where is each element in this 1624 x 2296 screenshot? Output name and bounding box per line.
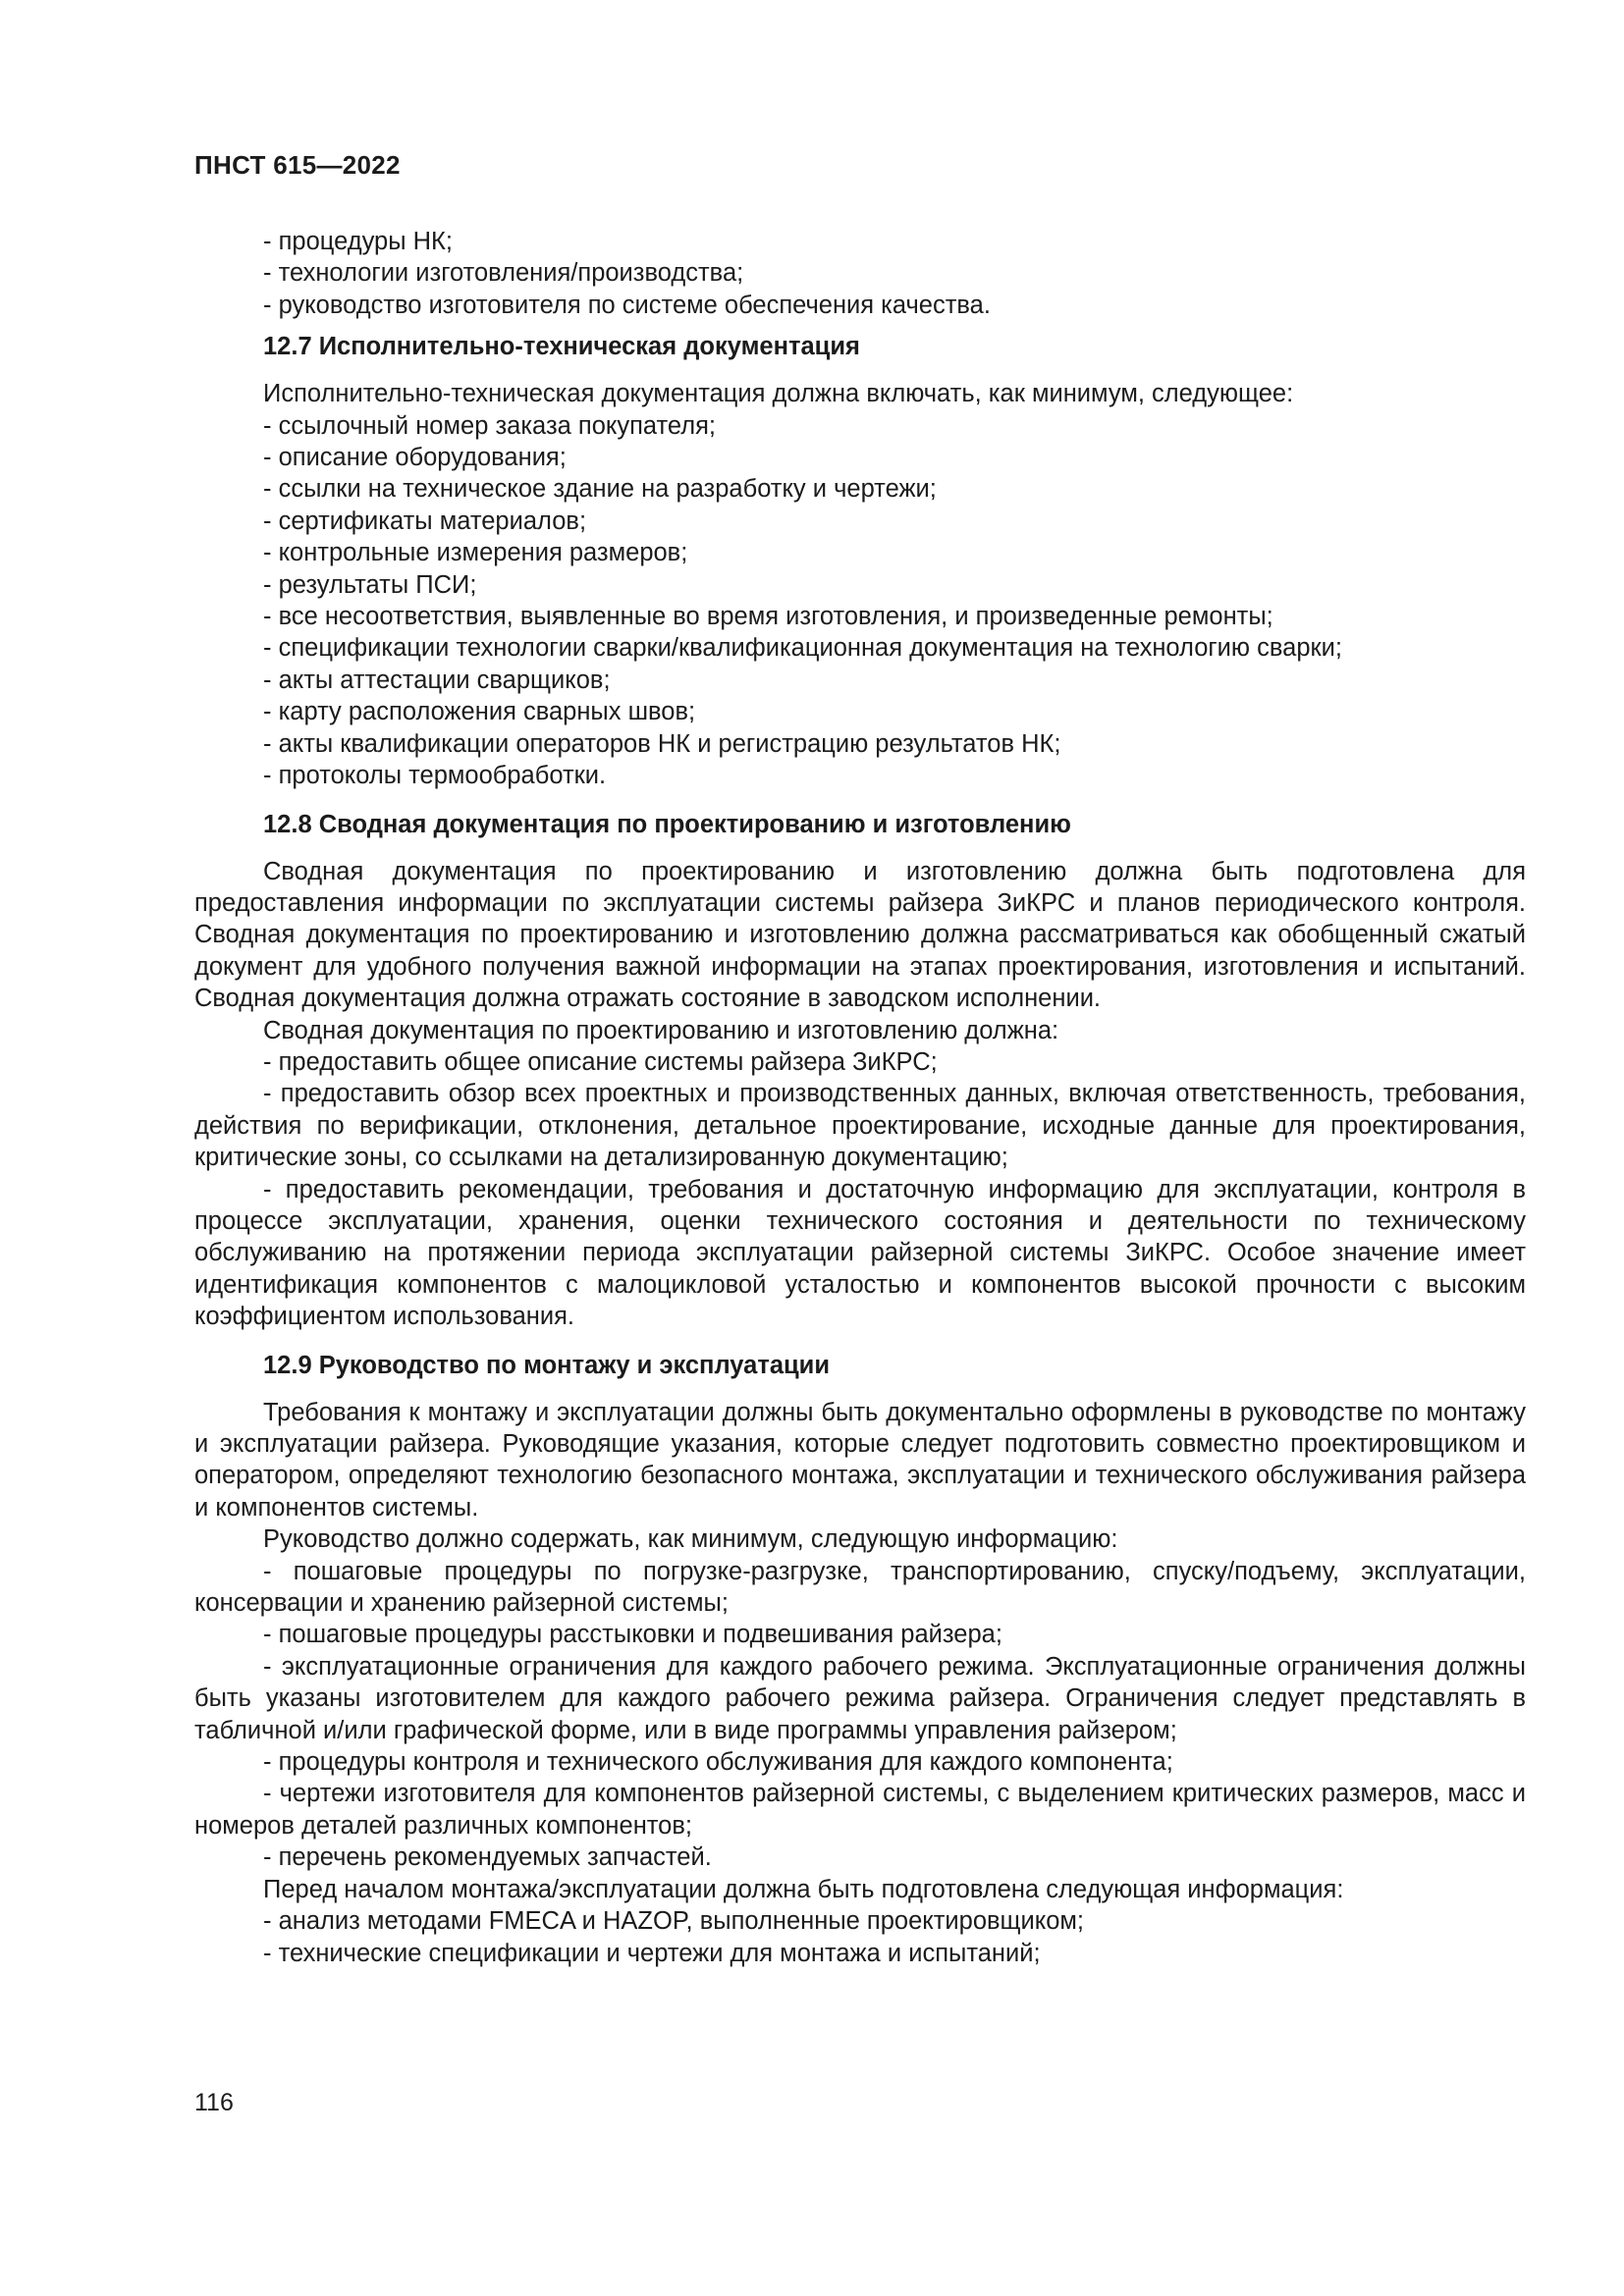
paragraph: - пошаговые процедуры расстыковки и подвешивания райзера; xyxy=(263,1621,1002,1649)
section-heading: 12.8 Сводная документация по проектированию и изготовлению xyxy=(263,810,1071,838)
section-heading: 12.9 Руководство по монтажу и эксплуатации xyxy=(263,1351,831,1379)
paragraph: - перечень рекомендуемых запчастей. xyxy=(263,1843,712,1872)
list-item: - результаты ПСИ; xyxy=(263,570,477,599)
section-12-8 xyxy=(194,809,1526,1333)
paragraph: Требования к монтажу и эксплуатации должны быть документально оформлены в руководстве по монтажу и эксплуатации райзера. Руководящие указания, которые следует подготовить совместно проектировщиком и оператором, определяют технологию безопасного монтажа, эксплуатации и технического обслуживания райзера и компонентов системы. xyxy=(194,1398,1526,1522)
paragraph: - предоставить общее описание системы райзера ЗиКРС; xyxy=(263,1047,938,1076)
paragraph: - чертежи изготовителя для компонентов райзерной системы, с выделением критических размеров, масс и номеров деталей различных компонентов; xyxy=(194,1780,1526,1840)
section-intro: Исполнительно-техническая документация должна включать, как минимум, следующее: xyxy=(263,380,1294,408)
list-item: - акты аттестации сварщиков; xyxy=(263,666,611,694)
section-12-9 xyxy=(194,1350,1526,1969)
section-heading: 12.7 Исполнительно-техническая документация xyxy=(263,333,860,361)
document-body xyxy=(194,226,1526,1969)
list-item: - технологии изготовления/производства; xyxy=(263,259,744,288)
list-item: - сертификаты материалов; xyxy=(263,507,587,535)
list-item: - акты квалификации операторов НК и регистрацию результатов НК; xyxy=(263,729,1061,758)
list-item: - ссылочный номер заказа покупателя; xyxy=(263,411,717,440)
paragraph: - предоставить обзор всех проектных и производственных данных, включая ответственность, требования, действия по верификации, отклонения, детальное проектирование, исходные данные для проектирования, критические зоны, со ссылками на детализированную документацию; xyxy=(194,1080,1526,1172)
list-item: - контрольные измерения размеров; xyxy=(263,539,688,567)
paragraph: Сводная документация по проектированию и изготовлению должна: xyxy=(263,1016,1059,1044)
paragraph: Руководство должно содержать, как минимум, следующую информацию: xyxy=(263,1525,1118,1554)
paragraph: - технические спецификации и чертежи для монтажа и испытаний; xyxy=(263,1939,1041,1967)
paragraph: - процедуры контроля и технического обслуживания для каждого компонента; xyxy=(263,1748,1173,1777)
list-item: - протоколы термообработки. xyxy=(263,762,607,790)
list-item: - карту расположения сварных швов; xyxy=(263,698,696,726)
intro-list xyxy=(194,226,1526,321)
paragraph: - пошаговые процедуры по погрузке-разгрузке, транспортированию, спуску/подъему, эксплуатации, консервации и хранению райзерной системы; xyxy=(194,1557,1526,1618)
paragraph: Сводная документация по проектированию и изготовлению должна быть подготовлена для предоставления информации по эксплуатации системы райзера ЗиКРС и планов периодического контроля. Сводная документация по проектированию и изготовлению должна рассматриваться как обобщенный сжатый документ для удобного получения важной информации на этапах проектирования, изготовления и испытаний. Сводная документация должна отражать состояние в заводском исполнении. xyxy=(194,857,1526,1013)
paragraph: Перед началом монтажа/эксплуатации должна быть подготовлена следующая информация: xyxy=(263,1875,1344,1903)
section-12-7 xyxy=(194,331,1526,791)
paragraph: - анализ методами FMECA и HAZOP, выполненные проектировщиком; xyxy=(263,1907,1085,1936)
list-item: - все несоответствия, выявленные во время изготовления, и произведенные ремонты; xyxy=(263,603,1273,631)
list-item: - спецификации технологии сварки/квалификационная документация на технологию сварки; xyxy=(263,634,1342,663)
list-item: - процедуры НК; xyxy=(263,228,453,255)
paragraph: - эксплуатационные ограничения для каждого рабочего режима. Эксплуатационные ограничения должны быть указаны изготовителем для каждого рабочего режима райзера. Ограничения следует представлять в табличной и/или графической форме, или в виде программы управления райзером; xyxy=(194,1652,1526,1744)
page-number: 116 xyxy=(194,2089,234,2116)
list-item: - руководство изготовителя по системе обеспечения качества. xyxy=(263,291,991,319)
document-header: ПНСТ 615—2022 xyxy=(194,150,401,180)
paragraph: - предоставить рекомендации, требования и достаточную информацию для эксплуатации, контроля в процессе эксплуатации, хранения, оценки технического состояния и деятельности по техническому обслуживанию на протяжении периода эксплуатации райзерной системы ЗиКРС. Особое значение имеет идентификация компонентов с малоцикловой усталостью и компонентов высокой прочности с высоким коэффициентом использования. xyxy=(194,1175,1526,1331)
list-item: - ссылки на техническое здание на разработку и чертежи; xyxy=(263,475,937,504)
list-item: - описание оборудования; xyxy=(263,444,567,472)
